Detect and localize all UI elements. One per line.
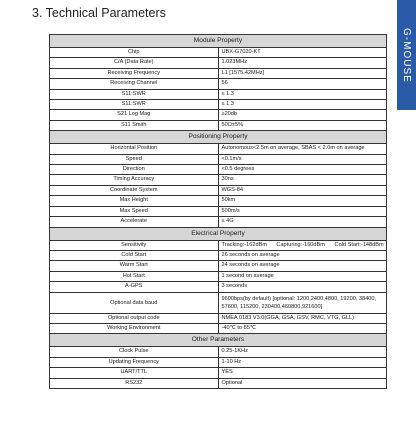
param-value: 50km [218, 196, 387, 206]
param-value: <0.1m/s [218, 154, 387, 164]
table-row [50, 100, 387, 110]
param-value: 56 [218, 79, 387, 89]
table-row [50, 271, 387, 281]
param-label: Receiving Frequency [50, 68, 219, 78]
table-row [50, 165, 387, 175]
table-row [50, 120, 387, 130]
table-row [50, 250, 387, 260]
table-row [50, 89, 387, 99]
page-title: 3. Technical Parameters [32, 6, 166, 20]
param-label: Updating Frequency [50, 357, 219, 367]
table-row [50, 292, 387, 313]
table-row [50, 185, 387, 195]
param-label: RS232 [50, 378, 219, 388]
section-header-row [50, 131, 387, 144]
param-label: S11:SWR [50, 89, 219, 99]
param-value: L1 [1575.42MHz] [218, 68, 387, 78]
param-value: WGS-84 [218, 185, 387, 195]
param-label: Chip [50, 48, 219, 58]
table-row [50, 357, 387, 367]
table-row [50, 261, 387, 271]
param-value: ≤ 1.3 [218, 100, 387, 110]
param-label: Optional data baud [50, 292, 219, 313]
table-row [50, 154, 387, 164]
table-row [50, 79, 387, 89]
param-value: 1-10 Hz [218, 357, 387, 367]
side-tab-label: G-MOUSE [401, 27, 412, 83]
param-label: A-GPS [50, 282, 219, 292]
param-value: <0.5 degrees [218, 165, 387, 175]
param-label: S11:SWR [50, 100, 219, 110]
param-label: UART/TTL [50, 368, 219, 378]
param-label: Max Speed [50, 206, 219, 216]
param-value: 500m/s [218, 206, 387, 216]
sensitivity-capturing: Capturing:-160dBm [276, 241, 325, 248]
param-value: ≤ 4G [218, 217, 387, 227]
side-tab [397, 0, 416, 110]
param-label: Working Environment [50, 323, 219, 333]
table-row [50, 196, 387, 206]
sensitivity-cold-start: Cold Start:-148dBm [334, 241, 384, 248]
technical-parameters-table [49, 34, 387, 389]
table-row [50, 48, 387, 58]
table-row [50, 368, 387, 378]
param-label: S21 Log Mag [50, 110, 219, 120]
param-value: 1.023MHz [218, 58, 387, 68]
table-row [50, 282, 387, 292]
param-label: C/A (Data Rate) [50, 58, 219, 68]
table-row [50, 323, 387, 333]
param-value: Optional [218, 378, 387, 388]
section-title: Positioning Property [50, 131, 387, 144]
param-label: Receiving Channel [50, 79, 219, 89]
param-label: Horizontal Position [50, 144, 219, 154]
param-value: Autonomous<2.5m on average, SBAS < 2.0m on average [218, 144, 387, 154]
param-value: 26 seconds on average [218, 250, 387, 260]
table-row [50, 313, 387, 323]
param-label: Sensitivity [50, 240, 219, 250]
table-row [50, 217, 387, 227]
param-label: Warm Start [50, 261, 219, 271]
param-value: ≤ 1.3 [218, 89, 387, 99]
table-row [50, 175, 387, 185]
param-label: Coordinate System [50, 185, 219, 195]
param-value: 0.25-1KHz [218, 347, 387, 357]
sensitivity-tracking: Tracking:-162dBm [221, 241, 267, 248]
param-value: YES [218, 368, 387, 378]
table-row [50, 110, 387, 120]
param-label: Clock Pulse [50, 347, 219, 357]
param-value: UBX-G7020-KT [218, 48, 387, 58]
table-row [50, 144, 387, 154]
table-row [50, 206, 387, 216]
param-label: Hot Start [50, 271, 219, 281]
table-row [50, 378, 387, 388]
param-label: Max Height [50, 196, 219, 206]
section-header-row [50, 35, 387, 48]
table-row [50, 68, 387, 78]
param-value [218, 240, 387, 250]
param-value: 50Ω±5% [218, 120, 387, 130]
param-value: ≥20db [218, 110, 387, 120]
param-value: 1 second on average [218, 271, 387, 281]
param-value: NMEA 0183 V3.0(GGA, GSA, GSV, RMC, VTG, GLL) [218, 313, 387, 323]
param-value: 9600bps(by default) [optional: 1200,2400,4800, 19200, 38400, 57600, 115200, 230400,460800,921600] [218, 292, 387, 313]
section-header-row [50, 227, 387, 240]
param-label: Cold Start [50, 250, 219, 260]
param-value: 3 seconds [218, 282, 387, 292]
table-row [50, 347, 387, 357]
section-title: Other Parameters [50, 334, 387, 347]
param-label: Timing Accuracy [50, 175, 219, 185]
param-value: 24 seconds on average [218, 261, 387, 271]
param-label: Optional output code [50, 313, 219, 323]
table-row [50, 240, 387, 250]
param-label: Direction [50, 165, 219, 175]
table-row [50, 58, 387, 68]
param-value: -40℃ to 85℃ [218, 323, 387, 333]
param-label: Speed [50, 154, 219, 164]
section-title: Module Property [50, 35, 387, 48]
param-label: S11 Smith [50, 120, 219, 130]
param-value: 30ns [218, 175, 387, 185]
section-title: Electrical Property [50, 227, 387, 240]
section-header-row [50, 334, 387, 347]
param-label: Accelerate [50, 217, 219, 227]
